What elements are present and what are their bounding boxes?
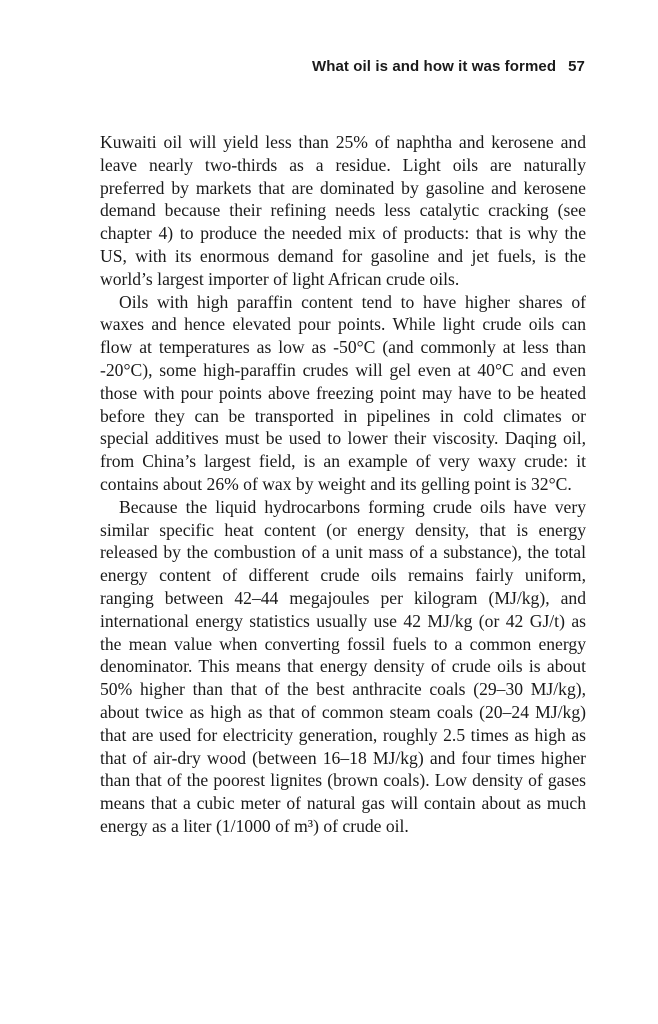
running-head [312, 58, 585, 75]
page-number: 57 [568, 58, 585, 75]
paragraph-2: Oils with high paraffin content tend to have higher shares of waxes and hence elevated pour points. While light crude oils can flow at temperatures as low as -50°C (and commonly at less than -20°C), some high-paraffin crudes will gel even at 40°C and even those with pour points above freezing point may have to be heated before they can be transported in pipelines in cold climates or special additives must be used to lower their viscosity. Daqing oil, from China’s largest field, is an example of very waxy crude: it contains about 26% of wax by weight and its gelling point is 32°C. [100, 291, 586, 494]
body-text [100, 131, 586, 838]
paragraph-3: Because the liquid hydrocarbons forming crude oils have very similar specific heat content (or energy density, that is energy released by the combustion of a unit mass of a substance), the total energy content of different crude oils remains fairly uniform, ranging between 42–44 megajoules per kilogram (MJ/kg), and international energy statistics usually use 42 MJ/kg (or 42 GJ/t) as the mean value when converting fossil fuels to a common energy denominator. This means that energy density of crude oils is about 50% higher than that of the best anthracite coals (29–30 MJ/kg), about twice as high as that of common steam coals (20–24 MJ/kg) that are used for electricity generation, roughly 2.5 times as high as that of air-dry wood (between 16–18 MJ/kg) and four times higher than that of the poorest lignites (brown coals). Low density of gases means that a cubic meter of natural gas will contain about as much energy as a liter (1/1000 of m³) of crude oil. [100, 496, 586, 836]
running-title: What oil is and how it was formed [311, 58, 557, 75]
paragraph-1: Kuwaiti oil will yield less than 25% of naphtha and kerosene and leave nearly two-thirds as a residue. Light oils are naturally preferred by markets that are dominated by gasoline and kerosene demand because their refining needs less catalytic cracking (see chapter 4) to produce the needed mix of products: that is why the US, with its enormous demand for gasoline and jet fuels, is the world’s largest importer of light African crude oils. [100, 132, 586, 289]
